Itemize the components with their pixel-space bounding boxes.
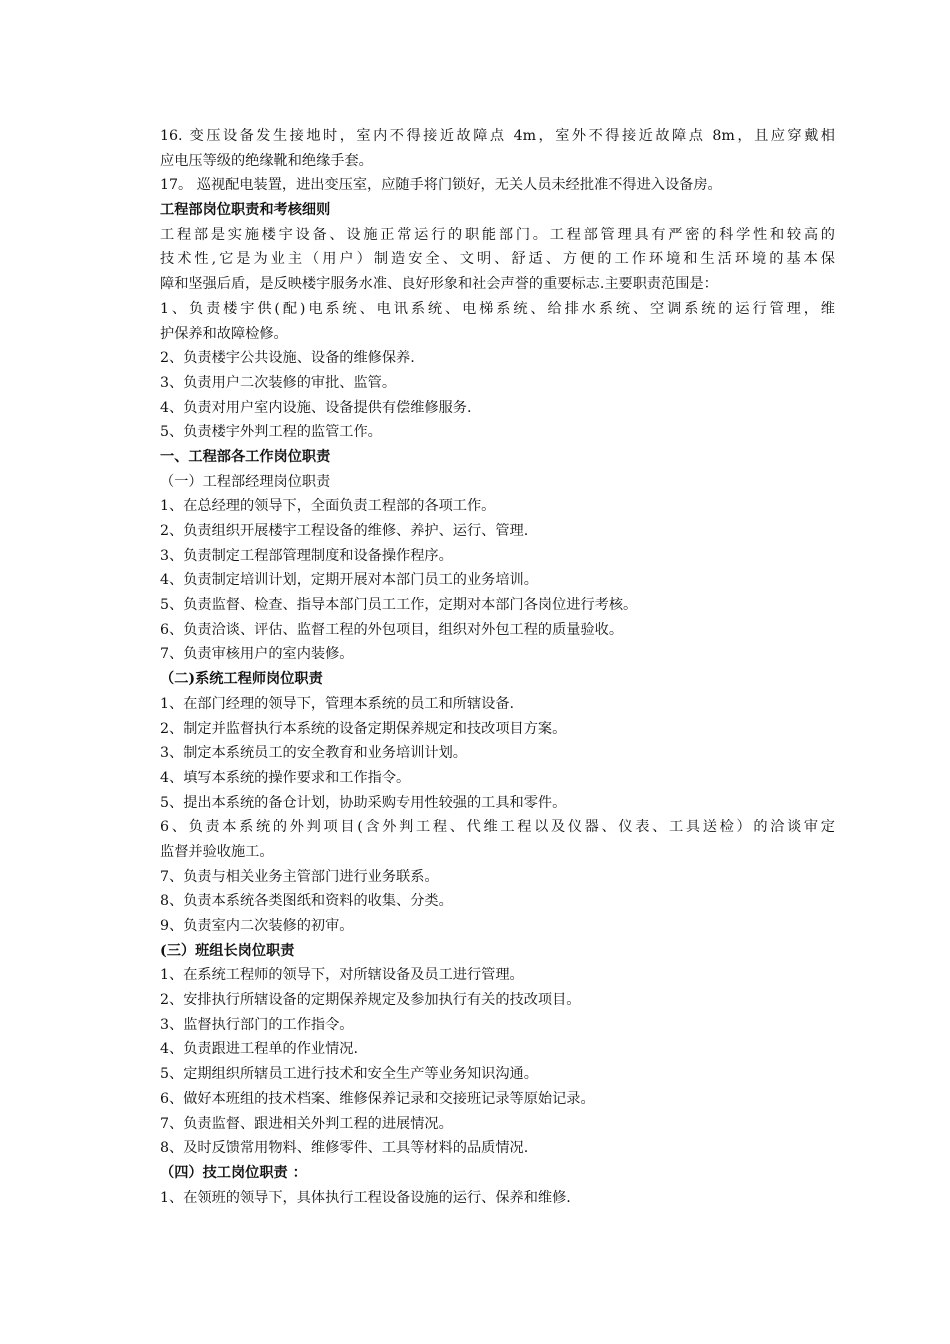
text-line: 6、负责洽谈、评估、监督工程的外包项目，组织对外包工程的质量验收。 <box>160 621 624 638</box>
text-line: 应电压等级的绝缘靴和绝缘手套。 <box>160 152 373 169</box>
text-line: 1、在总经理的领导下，全面负责工程部的各项工作。 <box>160 498 496 515</box>
text-line: 3、负责用户二次装修的审批、监管。 <box>160 374 397 391</box>
section-heading: 工程部岗位职责和考核细则 <box>160 202 331 219</box>
text-line: 监督并验收施工。 <box>160 843 274 860</box>
text-line: 1、在部门经理的领导下，管理本系统的员工和所辖设备. <box>160 695 515 712</box>
section-heading: （二)系统工程师岗位职责 <box>160 671 323 688</box>
text-line: 障和坚强后盾，是反映楼宇服务水准、良好形象和社会声誉的重要标志.主要职责范围是： <box>160 276 718 293</box>
document-page <box>160 124 835 1210</box>
text-line: 5、定期组织所辖员工进行技术和安全生产等业务知识沟通。 <box>160 1066 538 1083</box>
text-line: 6、做好本班组的技术档案、维修保养记录和交接班记录等原始记录。 <box>160 1090 595 1107</box>
text-line: 1、负责楼宇供(配)电系统、电讯系统、电梯系统、给排水系统、空调系统的运行管理，维 <box>160 300 835 317</box>
text-line: 17。 巡视配电装置，进出变压室，应随手将门锁好，无关人员未经批准不得进入设备房。 <box>160 177 722 194</box>
text-line: 4、负责对用户室内设施、设备提供有偿维修服务. <box>160 399 472 416</box>
section-heading: （四）技工岗位职责 ： <box>160 1164 307 1181</box>
text-line: （一）工程部经理岗位职责 <box>160 473 331 490</box>
text-line: 1、在领班的领导下，具体执行工程设备设施的运行、保养和维修. <box>160 1189 571 1206</box>
section-heading: (三）班组长岗位职责 <box>160 942 295 959</box>
text-line: 7、负责与相关业务主管部门进行业务联系。 <box>160 868 439 885</box>
text-line: 2、负责组织开展楼宇工程设备的维修、养护、运行、管理. <box>160 523 529 539</box>
text-line: 16. 变压设备发生接地时，室内不得接近故障点 4m，室外不得接近故障点 8m，且应穿戴相 <box>160 128 835 144</box>
text-line: 4、负责制定培训计划，定期开展对本部门员工的业务培训。 <box>160 572 538 589</box>
text-line: 4、负责跟进工程单的作业情况. <box>160 1041 358 1058</box>
text-line: 5、提出本系统的备仓计划，协助采购专用性较强的工具和零件。 <box>160 794 567 811</box>
text-line: 工程部是实施楼宇设备、设施正常运行的职能部门。工程部管理具有严密的科学性和较高的 <box>160 226 835 243</box>
section-heading: 一、工程部各工作岗位职责 <box>160 448 331 465</box>
text-line: 3、制定本系统员工的安全教育和业务培训计划。 <box>160 745 467 762</box>
text-line: 8、负责本系统各类图纸和资料的收集、分类。 <box>160 893 453 910</box>
text-line: 8、及时反馈常用物料、维修零件、工具等材料的品质情况. <box>160 1140 529 1157</box>
text-line: 2、制定并监督执行本系统的设备定期保养规定和技改项目方案。 <box>160 720 567 737</box>
text-line: 5、负责楼宇外判工程的监管工作。 <box>160 424 382 441</box>
text-line: 3、负责制定工程部管理制度和设备操作程序。 <box>160 547 453 564</box>
text-line: 6、负责本系统的外判项目(含外判工程、代维工程以及仪器、仪表、工具送检）的洽谈审定 <box>160 819 835 836</box>
text-line: 技术性,它是为业主（用户）制造安全、文明、舒适、方便的工作环境和生活环境的基本保 <box>160 251 835 268</box>
text-line: 9、负责室内二次装修的初审。 <box>160 918 354 934</box>
text-line: 2、负责楼宇公共设施、设备的维修保养. <box>160 350 415 367</box>
text-line: 5、负责监督、检查、指导本部门员工工作，定期对本部门各岗位进行考核。 <box>160 597 638 614</box>
text-line: 3、监督执行部门的工作指令。 <box>160 1016 354 1033</box>
text-line: 7、负责监督、跟进相关外判工程的进展情况。 <box>160 1115 453 1132</box>
text-line: 1、在系统工程师的领导下，对所辖设备及员工进行管理。 <box>160 967 524 984</box>
text-line: 护保养和故障检修。 <box>160 325 288 342</box>
text-line: 7、负责审核用户的室内装修。 <box>160 646 354 663</box>
text-line: 4、填写本系统的操作要求和工作指令。 <box>160 769 411 786</box>
text-line: 2、安排执行所辖设备的定期保养规定及参加执行有关的技改项目。 <box>160 992 581 1009</box>
